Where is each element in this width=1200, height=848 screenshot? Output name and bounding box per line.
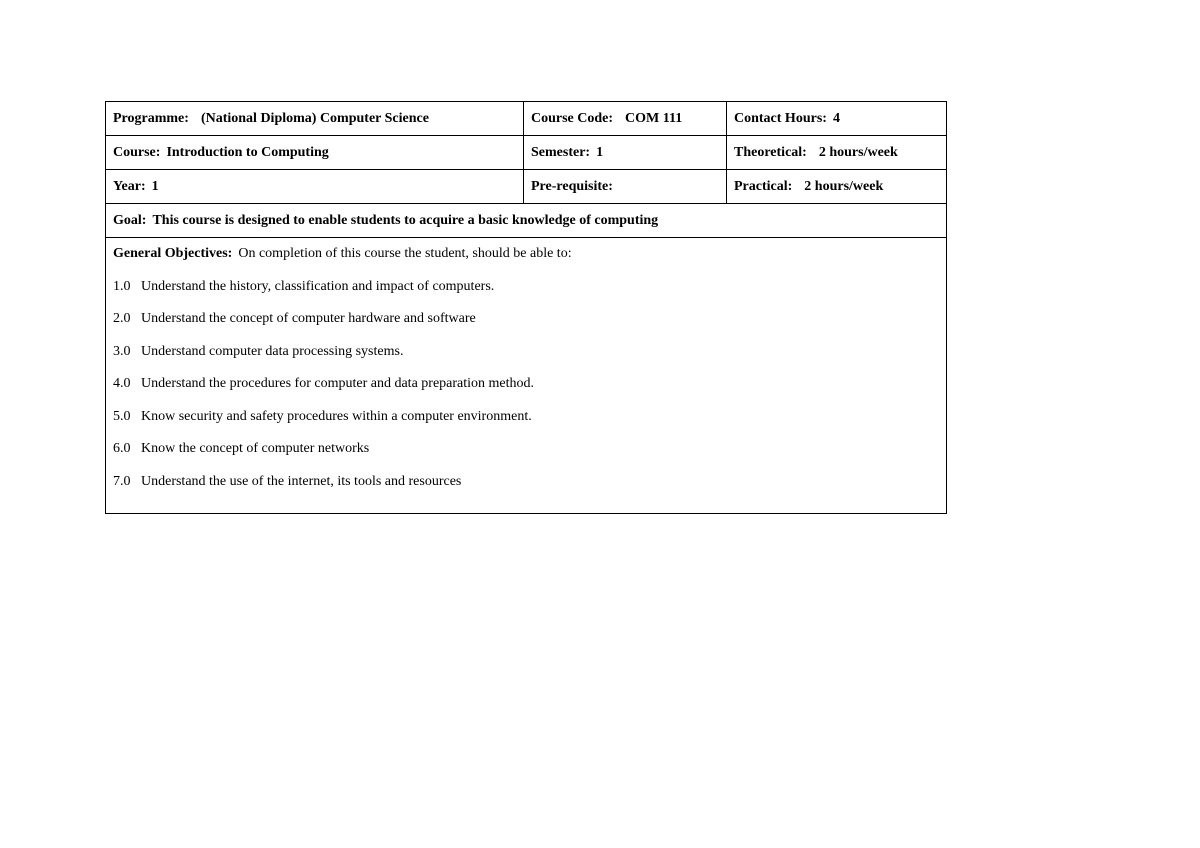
semester-cell xyxy=(524,136,727,170)
practical-cell xyxy=(727,170,947,204)
course-cell xyxy=(106,136,524,170)
year-label: Year: xyxy=(113,178,146,194)
objective-text: Know security and safety procedures within a computer environment. xyxy=(141,408,532,424)
objective-item xyxy=(113,308,939,341)
year-value: 1 xyxy=(151,178,159,194)
goal-text: This course is designed to enable students to acquire a basic knowledge of computing xyxy=(152,212,659,228)
objective-number: 6.0 xyxy=(113,441,131,456)
objective-number: 7.0 xyxy=(113,473,131,489)
table-row xyxy=(106,102,947,136)
objective-item xyxy=(113,406,939,439)
table-row xyxy=(106,136,947,170)
programme-label: Programme: xyxy=(113,110,189,126)
practical-label: Practical: xyxy=(734,178,793,194)
objective-item xyxy=(113,373,939,406)
objectives-intro: On completion of this course the student, should be able to: xyxy=(238,246,572,261)
objective-number: 4.0 xyxy=(113,376,131,391)
objective-text: Understand the history, classification and impact of computers. xyxy=(141,278,495,294)
prerequisite-cell xyxy=(524,170,727,204)
objective-number: 1.0 xyxy=(113,278,131,294)
objective-text: Understand the use of the internet, its tools and resources xyxy=(141,473,462,489)
course-value: Introduction to Computing xyxy=(166,144,329,160)
course-code-value: COM 111 xyxy=(625,110,683,126)
table-row xyxy=(106,238,947,514)
programme-cell xyxy=(106,102,524,136)
objective-number: 2.0 xyxy=(113,311,131,326)
theoretical-label: Theoretical: xyxy=(734,144,807,160)
goal-label: Goal: xyxy=(113,212,147,228)
objectives-label: General Objectives: xyxy=(113,246,233,261)
table-row xyxy=(106,204,947,238)
programme-value: (National Diploma) Computer Science xyxy=(200,110,429,126)
course-specification-table xyxy=(105,101,947,514)
objective-item xyxy=(113,341,939,374)
theoretical-value: 2 hours/week xyxy=(818,144,898,160)
contact-hours-label: Contact Hours: xyxy=(734,110,827,126)
objective-text: Understand the procedures for computer and data preparation method. xyxy=(141,376,535,391)
course-label: Course: xyxy=(113,144,161,160)
objective-text: Understand computer data processing systems. xyxy=(141,343,404,359)
practical-value: 2 hours/week xyxy=(804,178,884,194)
course-code-cell xyxy=(524,102,727,136)
objective-text: Understand the concept of computer hardware and software xyxy=(141,311,476,326)
objective-number: 3.0 xyxy=(113,343,131,359)
general-objectives-cell xyxy=(106,238,947,514)
contact-hours-value: 4 xyxy=(832,110,840,126)
year-cell xyxy=(106,170,524,204)
objective-number: 5.0 xyxy=(113,408,131,424)
semester-label: Semester: xyxy=(531,144,591,160)
objective-item xyxy=(113,276,939,309)
prerequisite-label: Pre-requisite: xyxy=(531,178,613,194)
goal-cell xyxy=(106,204,947,238)
contact-hours-cell xyxy=(727,102,947,136)
objectives-intro-line xyxy=(113,243,939,276)
theoretical-cell xyxy=(727,136,947,170)
objective-text: Know the concept of computer networks xyxy=(141,441,370,456)
table-row xyxy=(106,170,947,204)
semester-value: 1 xyxy=(596,144,604,160)
objective-item xyxy=(113,438,939,471)
objective-item xyxy=(113,471,939,504)
course-code-label: Course Code: xyxy=(531,110,614,126)
